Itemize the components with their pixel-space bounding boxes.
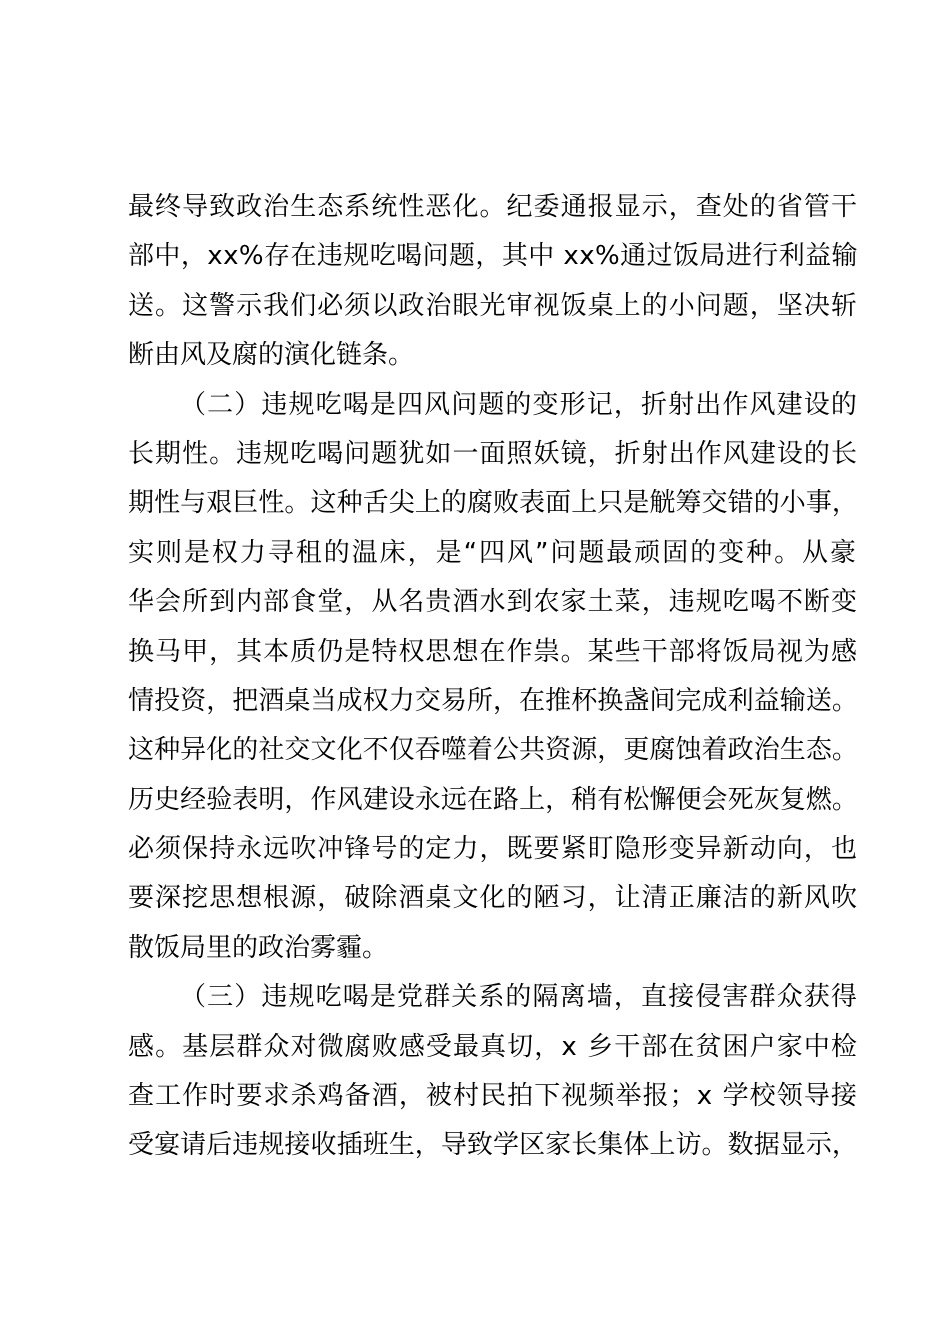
text-line: 感。基层群众对微腐败感受最真切，x 乡干部在贫困户家中检: [128, 1031, 858, 1062]
text-line: 查工作时要求杀鸡备酒，被村民拍下视频举报；x 学校领导接: [128, 1081, 858, 1112]
text-line: 受宴请后违规接收插班生，导致学区家长集体上访。数据显示，: [128, 1130, 858, 1161]
text-line: 长期性。违规吃喝问题犹如一面照妖镜，折射出作风建设的长: [128, 438, 858, 469]
text-line: 送。这警示我们必须以政治眼光审视饭桌上的小问题，坚决斩: [128, 290, 858, 321]
text-line: 华会所到内部食堂，从名贵酒水到农家土菜，违规吃喝不断变: [128, 587, 858, 618]
text-line: 换马甲，其本质仍是特权思想在作祟。某些干部将饭局视为感: [128, 636, 858, 667]
text-line: 断由风及腐的演化链条。: [128, 340, 415, 371]
text-line: 最终导致政治生态系统性恶化。纪委通报显示，查处的省管干: [128, 192, 858, 222]
section-heading-line: （三）违规吃喝是党群关系的隔离墙，直接侵害群众获得: [180, 982, 858, 1013]
text-line: 这种异化的社交文化不仅吞噬着公共资源，更腐蚀着政治生态。: [128, 735, 858, 766]
text-line: 期性与艰巨性。这种舌尖上的腐败表面上只是觥筹交错的小事，: [128, 488, 858, 519]
section-heading-line: （二）违规吃喝是四风问题的变形记，折射出作风建设的: [180, 389, 858, 420]
text-line: 散饭局里的政治雾霾。: [128, 932, 389, 963]
text-line: 必须保持永远吹冲锋号的定力，既要紧盯隐形变异新动向，也: [128, 834, 858, 865]
text-line: 实则是权力寻租的温床，是“四风”问题最顽固的变种。从豪: [128, 537, 858, 568]
text-line: 历史经验表明，作风建设永远在路上，稍有松懈便会死灰复燃。: [128, 784, 858, 815]
text-line: 情投资，把酒桌当成权力交易所，在推杯换盏间完成利益输送。: [128, 685, 858, 716]
text-line: 部中，xx%存在违规吃喝问题，其中 xx%通过饭局进行利益输: [128, 241, 858, 272]
document-body: [128, 183, 858, 1171]
text-line: 要深挖思想根源，破除酒桌文化的陋习，让清正廉洁的新风吹: [128, 883, 858, 914]
